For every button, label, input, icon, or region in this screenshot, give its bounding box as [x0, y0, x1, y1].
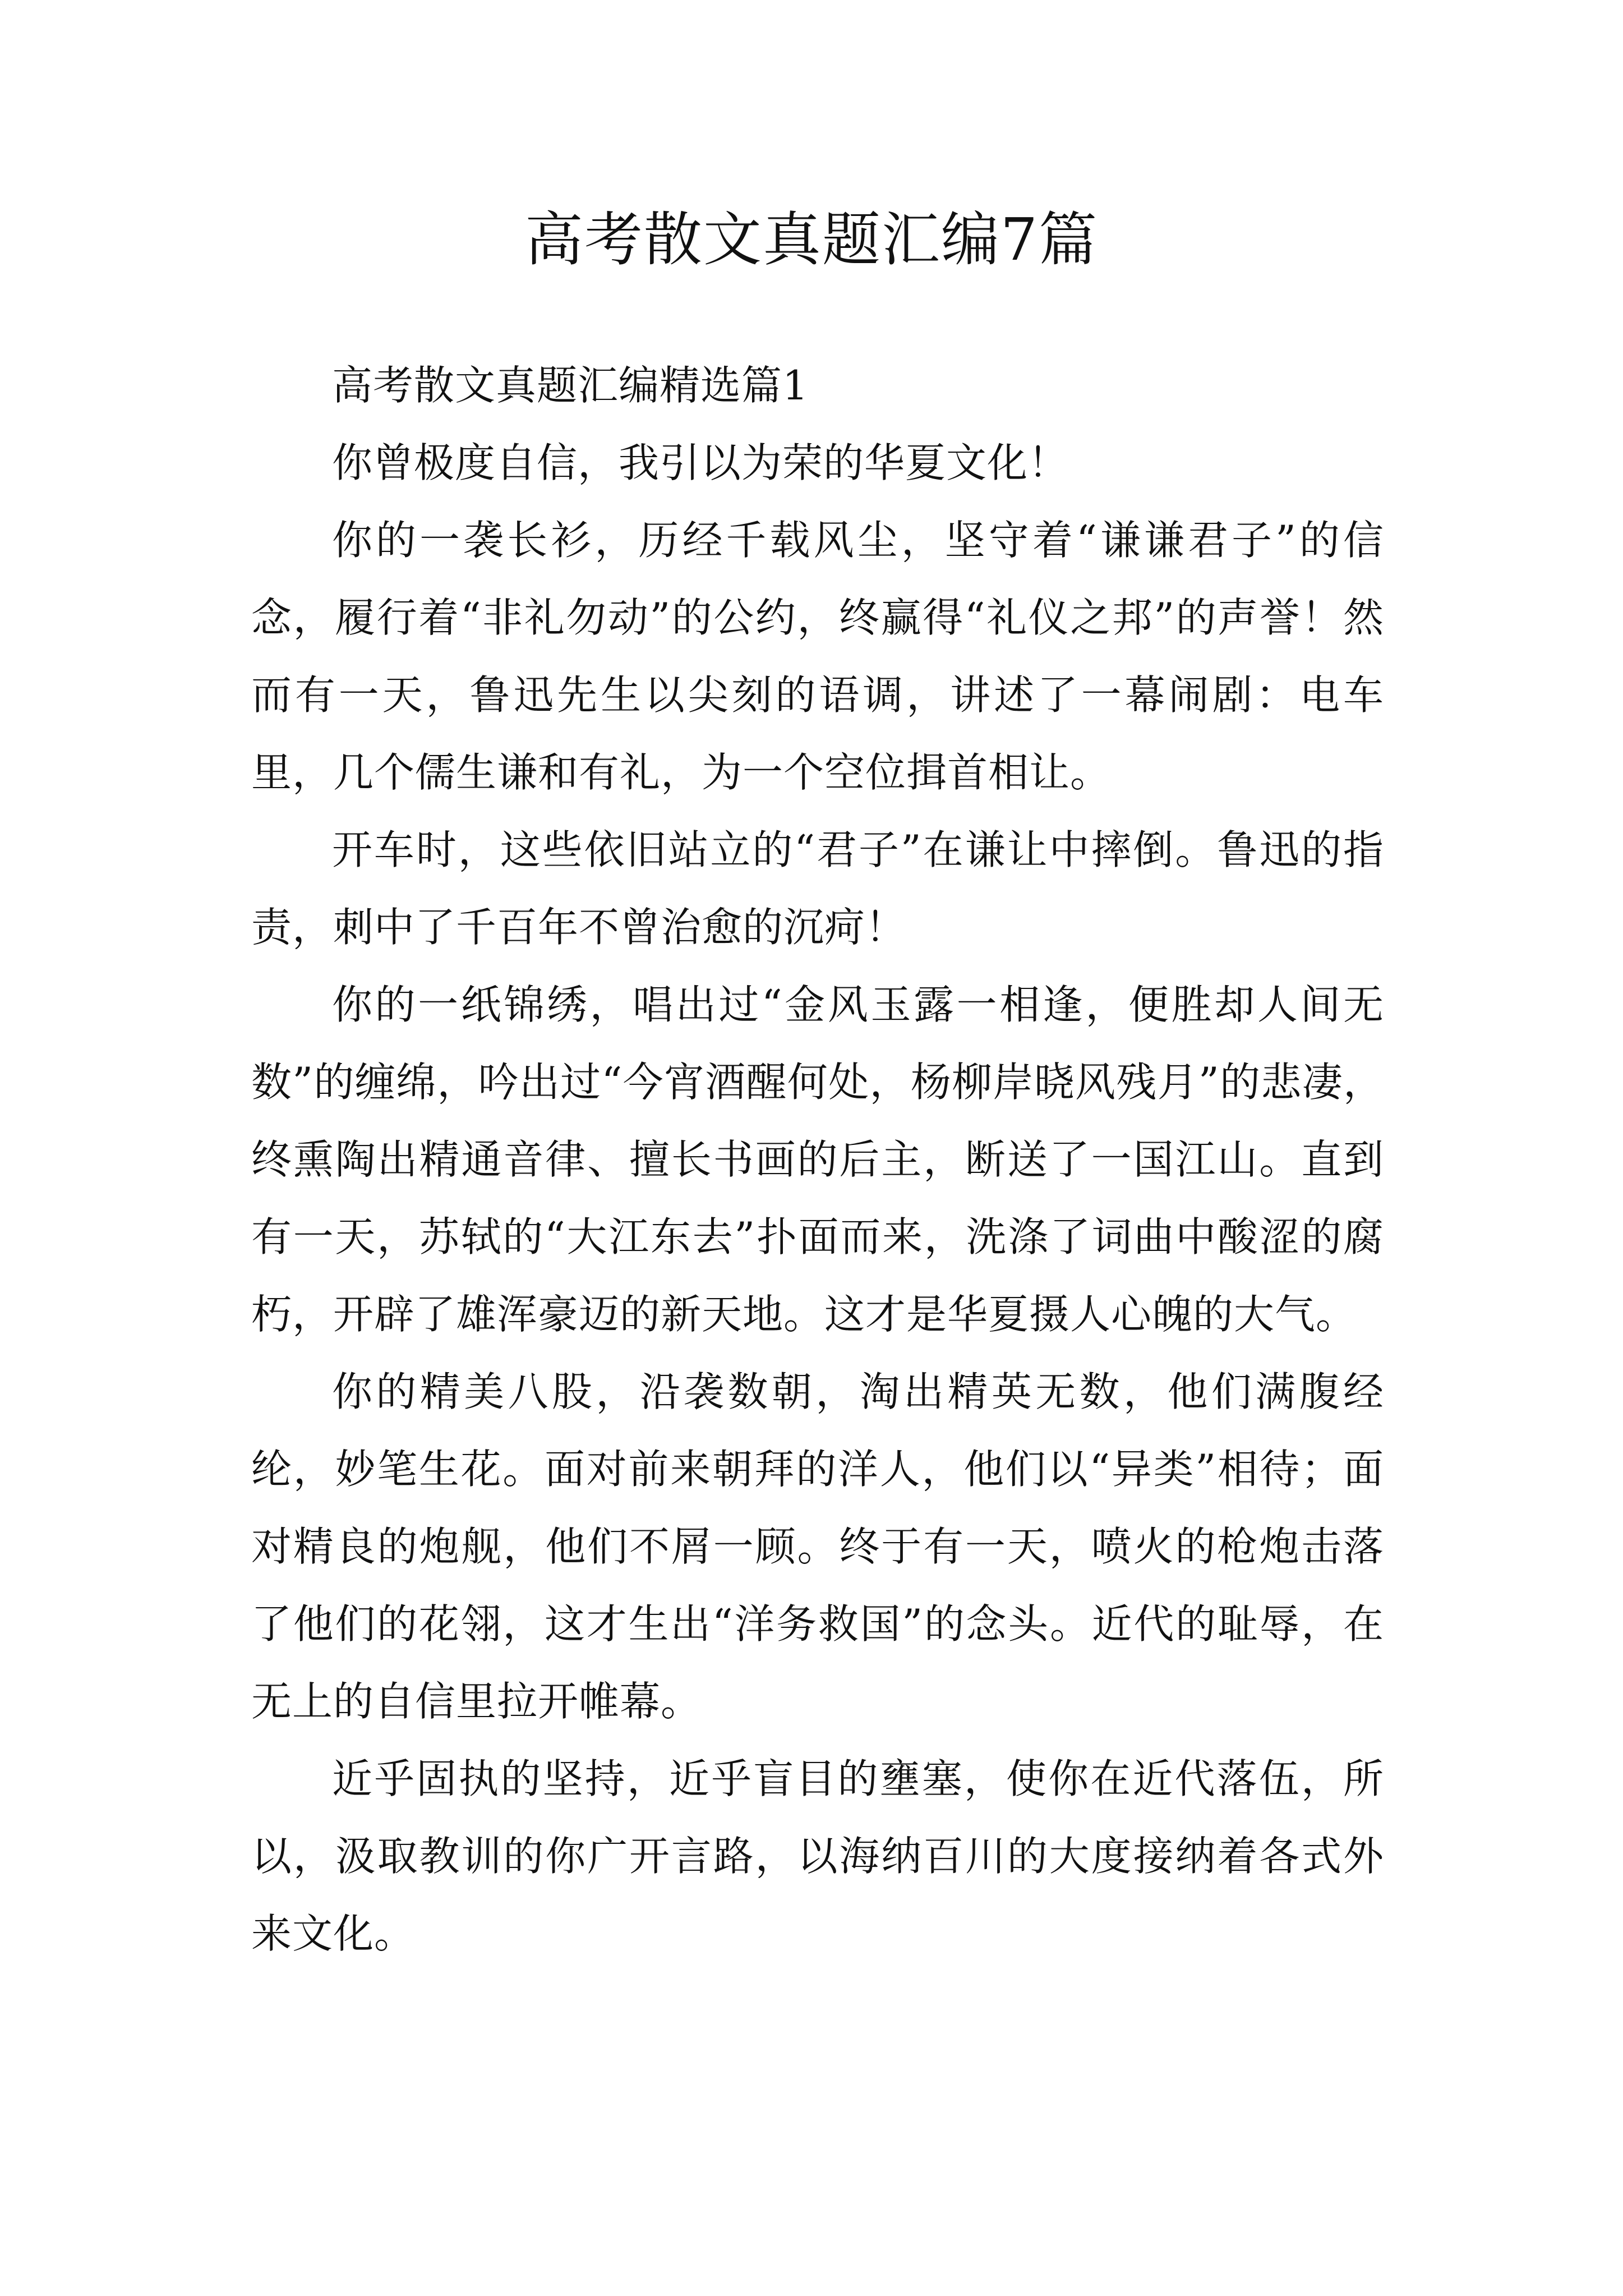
document-body	[251, 347, 1384, 1972]
paragraph: 你的一袭长衫，历经千载风尘，坚守着“谦谦君子”的信念，履行着“非礼勿动”的公约，终赢得“礼仪之邦”的声誉！然而有一天，鲁迅先生以尖刻的语调，讲述了一幕闹剧：电车里，几个儒生谦和有礼，为一个空位揖首相让。	[251, 517, 1384, 796]
paragraph: 开车时，这些依旧站立的“君子”在谦让中摔倒。鲁迅的指责，刺中了千百年不曾治愈的沉疴！	[251, 826, 1384, 951]
section-heading: 高考散文真题汇编精选篇1	[332, 362, 809, 409]
paragraph: 近乎固执的坚持，近乎盲目的壅塞，使你在近代落伍，所以，汲取教训的你广开言路，以海纳百川的大度接纳着各式外来文化。	[251, 1755, 1384, 1957]
paragraph: 你曾极度自信，我引以为荣的华夏文化！	[332, 439, 1069, 486]
paragraph: 你的一纸锦绣，唱出过“金风玉露一相逢，便胜却人间无数”的缠绵，吟出过“今宵酒醒何处，杨柳岸晓风残月”的悲凄，终熏陶出精通音律、擅长书画的后主，断送了一国江山。直到有一天，苏轼的“大江东去”扑面而来，洗涤了词曲中酸涩的腐朽，开辟了雄浑豪迈的新天地。这才是华夏摄人心魄的大气。	[251, 981, 1384, 1338]
paragraph: 你的精美八股，沿袭数朝，淘出精英无数，他们满腹经纶，妙笔生花。面对前来朝拜的洋人，他们以“异类”相待；面对精良的炮舰，他们不屑一顾。终于有一天，喷火的枪炮击落了他们的花翎，这才生出“洋务救国”的念头。近代的耻辱，在无上的自信里拉开帷幕。	[251, 1368, 1384, 1725]
document-title: 高考散文真题汇编7篇	[524, 205, 1099, 274]
